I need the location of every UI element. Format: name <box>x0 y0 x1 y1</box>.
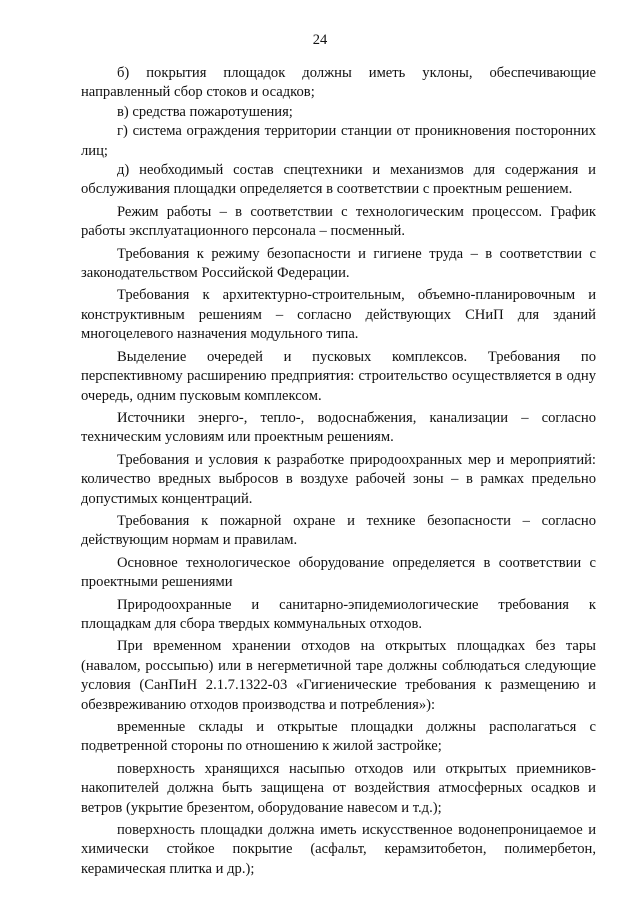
paragraph-special-equipment: д) необходимый состав спецтехники и механизмов для содержания и обслуживания площадки определяется в соответствии с проектным решением. <box>81 162 596 198</box>
document-body <box>81 64 596 879</box>
paragraph-fire-safety: Требования к пожарной охране и технике безопасности – согласно действующим нормам и правилам. <box>81 512 596 549</box>
paragraph-temporary-storage: При временном хранении отходов на открытых площадках без тары (навалом, россыпью) или в негерметичной таре должны соблюдаться следующие условия (СанПиН 2.1.7.1322-03 «Гигиенические требования к размещению и обезвреживанию отходов производства и потребления»): <box>81 638 596 713</box>
paragraph-architecture: Требования к архитектурно-строительным, объемно-планировочным и конструктивным решениям – согласно действующих СНиП для зданий многоцелевого назначения модульного типа. <box>81 287 596 343</box>
paragraph-sanitary-requirements: Природоохранные и санитарно-эпидемиологические требования к площадкам для сбора твердых коммунальных отходов. <box>81 596 596 632</box>
paragraph-work-mode: Режим работы – в соответствии с технологическим процессом. График работы эксплуатационного персонала – посменный. <box>81 203 596 240</box>
paragraph-waterproof-cover: поверхность площадки должна иметь искусственное водонепроницаемое и химически стойкое покрытие (асфальт, керамзитобетон, полимербетон, керамическая плитка и др.); <box>81 822 596 877</box>
paragraph-environmental: Требования и условия к разработке природоохранных мер и мероприятий: количество вредных выбросов в воздухе рабочей зоны – в рамках предельно допустимых концентраций. <box>81 451 596 507</box>
paragraph-fencing: г) система ограждения территории станции от проникновения посторонних лиц; <box>81 123 596 159</box>
paragraph-equipment: Основное технологическое оборудование определяется в соответствии с проектными решениями <box>81 554 596 591</box>
paragraph-slopes: б) покрытия площадок должны иметь уклоны, обеспечивающие направленный сбор стоков и осадков; <box>81 65 596 101</box>
page-number: 24 <box>312 32 328 48</box>
paragraph-fire-means: в) средства пожаротушения; <box>117 103 293 120</box>
paragraph-safety-hygiene: Требования к режиму безопасности и гигиене труда – в соответствии с законодательством Российской Федерации. <box>81 245 596 282</box>
paragraph-surface-protection: поверхность хранящихся насыпью отходов или открытых приемников-накопителей должна быть защищена от воздействия атмосферных осадков и ветров (укрытие брезентом, оборудование навесом и т.д.); <box>81 760 596 816</box>
paragraph-utilities: Источники энерго-, тепло-, водоснабжения, канализации – согласно техническим условиям или проектным решениям. <box>81 409 596 446</box>
paragraph-leeward-side: временные склады и открытые площадки должны располагаться с подветренной стороны по отношению к жилой застройке; <box>81 719 596 755</box>
paragraph-phases: Выделение очередей и пусковых комплексов. Требования по перспективному расширению предприятия: строительство осуществляется в одну очередь, одним пусковым комплексом. <box>81 348 596 404</box>
